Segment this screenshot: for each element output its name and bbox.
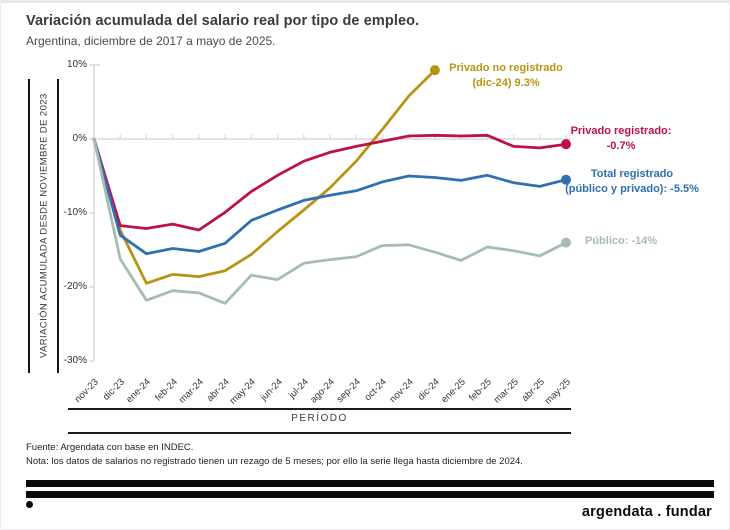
series-label-line: Privado registrado: — [570, 125, 672, 137]
x-axis-label: mar-24 — [176, 376, 206, 406]
x-axis-label: sep-24 — [334, 376, 364, 405]
x-axis-label: may-25 — [542, 376, 573, 407]
series-label-total_registrado — [557, 167, 707, 197]
x-axis-label: dic-24 — [415, 376, 442, 403]
x-axis-label: ene-25 — [439, 376, 468, 406]
series-label-privado_registrado — [561, 124, 681, 154]
x-axis-label: jul-24 — [286, 376, 311, 401]
x-axis-label: ene-24 — [124, 376, 154, 406]
x-axis-label: abr-25 — [519, 376, 547, 404]
series-label-line: -0.7% — [606, 140, 636, 152]
x-axis-label: mar-25 — [491, 376, 521, 406]
y-axis-label: -30% — [63, 355, 87, 366]
periodo-rule-top — [68, 408, 571, 410]
y-axis-label: -20% — [63, 281, 87, 292]
y-axis-label: -10% — [63, 207, 87, 218]
y-axis-label: 10% — [66, 59, 87, 70]
x-axis-label: may-24 — [228, 376, 259, 407]
x-axis-label: feb-24 — [152, 376, 180, 404]
series-label-line: (dic-24) 9.3% — [472, 77, 540, 89]
series-label-line: Público: -14% — [585, 235, 658, 247]
source-note: Fuente: Argendata con base en INDEC. — [26, 442, 194, 453]
series-label-line: (público y privado): -5.5% — [565, 183, 699, 195]
x-axis-label: abr-24 — [204, 376, 232, 404]
series-line-privado_registrado — [94, 135, 566, 230]
x-axis-label: dic-23 — [101, 376, 128, 403]
series-label-line: Privado no registrado — [449, 62, 563, 74]
series-endpoint-privado_no_registrado — [430, 65, 440, 75]
x-axis-title: PERÍODO — [291, 413, 348, 424]
series-label-publico — [585, 234, 695, 249]
x-axis-label: ago-24 — [308, 376, 337, 406]
chart-title: Variación acumulada del salario real por tipo de empleo. — [26, 13, 420, 29]
y-axis-title: VARIACIÓN ACUMULADA DESDE NOVIEMBRE DE 2023 — [38, 93, 50, 359]
series-line-total_registrado — [94, 139, 566, 254]
series-line-publico — [94, 139, 566, 303]
footer-dot — [26, 501, 33, 508]
x-axis-label: jun-24 — [257, 376, 285, 404]
x-axis-label: feb-25 — [467, 376, 495, 404]
x-axis-label: oct-24 — [362, 376, 390, 404]
brand-wordmark: argendata . fundar — [581, 504, 712, 520]
periodo-rule-bottom — [68, 432, 571, 434]
x-axis-label: nov-24 — [387, 376, 416, 405]
chart-subtitle: Argentina, diciembre de 2017 a mayo de 2025. — [26, 34, 276, 48]
footer-bar-1 — [26, 480, 714, 487]
series-endpoint-publico — [561, 238, 571, 248]
series-label-line: Total registrado — [590, 168, 674, 180]
method-note: Nota: los datos de salarios no registrado tienen un rezago de 5 meses; por ello la serie llega hasta diciembre de 2024. — [26, 456, 523, 467]
footer-bar-2 — [26, 491, 714, 498]
y-axis-label: 0% — [72, 133, 87, 144]
series-label-privado_no_registrado — [441, 61, 571, 91]
x-axis-label: nov-23 — [72, 376, 101, 405]
